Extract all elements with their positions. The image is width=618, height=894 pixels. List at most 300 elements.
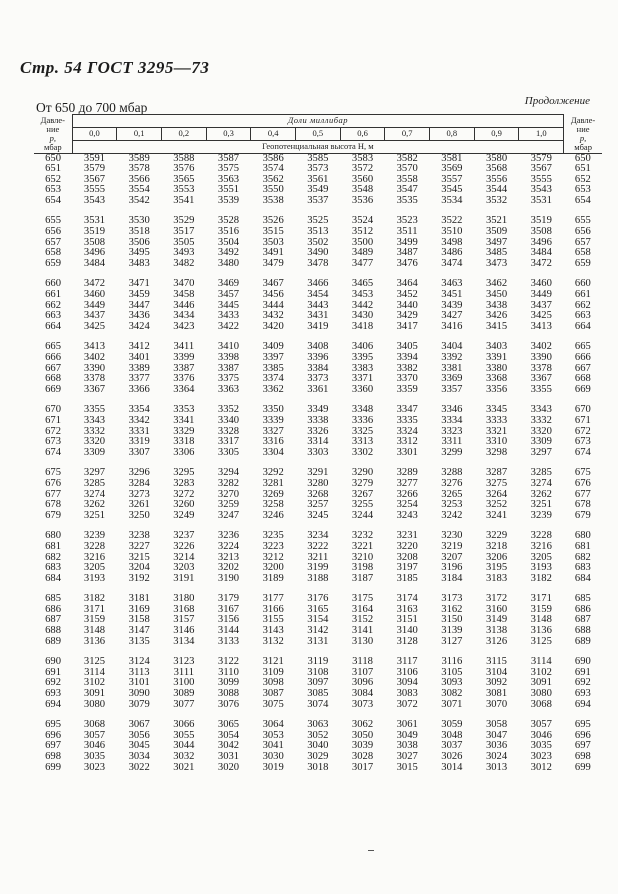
height-cell: 3175 (351, 593, 374, 605)
height-cell: 3486 (441, 247, 463, 259)
height-cell: 3034 (128, 751, 150, 762)
pressure-cell: 666 (45, 352, 62, 363)
height-cell: 3416 (441, 320, 463, 332)
height-cell: 3496 (83, 247, 106, 259)
height-cell: 3144 (217, 625, 240, 637)
height-cell: 3531 (83, 215, 106, 227)
height-cell: 3585 (307, 152, 329, 164)
pressure-cell-right: 698 (574, 751, 591, 762)
height-cell: 3099 (217, 677, 240, 689)
height-cell: 3311 (441, 436, 463, 448)
height-cell: 3276 (441, 477, 463, 489)
pressure-cell: 697 (45, 740, 62, 752)
height-cell: 3219 (441, 540, 463, 552)
height-cell: 3565 (173, 173, 195, 185)
height-cell: 3284 (128, 477, 150, 489)
height-cell: 3336 (351, 414, 374, 426)
table-row (34, 416, 602, 427)
height-cell: 3290 (351, 467, 374, 479)
height-cell: 3226 (173, 540, 195, 552)
height-cell: 3483 (128, 257, 150, 269)
height-cell: 3445 (217, 299, 240, 311)
height-cell: 3518 (128, 226, 150, 238)
pressure-cell: 652 (45, 173, 62, 185)
height-cell: 3135 (128, 635, 150, 647)
pressure-cell: 694 (45, 698, 62, 710)
height-cell: 3184 (441, 572, 463, 584)
height-cell: 3022 (128, 761, 150, 773)
height-cell: 3462 (485, 278, 508, 290)
pressure-cell: 692 (45, 677, 62, 689)
height-cell: 3422 (217, 320, 240, 332)
table-row (34, 637, 602, 648)
pressure-cell-right: 663 (574, 310, 591, 322)
pressure-cell: 651 (45, 163, 62, 175)
height-cell: 3173 (441, 593, 463, 605)
height-cell: 3371 (351, 373, 374, 385)
pressure-cell: 695 (45, 719, 62, 731)
pressure-cell-right: 699 (574, 761, 591, 773)
height-cell: 3343 (530, 404, 552, 416)
height-cell: 3065 (217, 719, 240, 731)
height-cell: 3126 (485, 635, 508, 647)
height-cell: 3072 (396, 698, 418, 710)
height-cell: 3027 (396, 751, 418, 762)
height-cell: 3551 (217, 184, 240, 196)
height-cell: 3274 (530, 477, 552, 489)
height-cell: 3213 (217, 551, 240, 563)
height-cell: 3100 (173, 677, 195, 689)
height-cell: 3376 (173, 373, 195, 385)
height-cell: 3346 (441, 404, 463, 416)
height-cell: 3589 (128, 152, 150, 164)
height-cell: 3302 (351, 446, 374, 458)
height-cell: 3020 (217, 761, 240, 773)
height-cell: 3210 (351, 551, 374, 563)
height-cell: 3116 (441, 656, 463, 668)
height-cell: 3437 (83, 310, 106, 322)
height-cell: 3140 (396, 625, 418, 637)
table-row (34, 542, 602, 553)
height-cell: 3316 (262, 436, 284, 448)
pressure-cell-right: 696 (574, 729, 591, 741)
height-cell: 3418 (351, 320, 374, 332)
fraction-row (34, 127, 602, 140)
height-cell: 3335 (396, 414, 418, 426)
height-cell: 3569 (441, 163, 463, 175)
height-cell: 3245 (307, 509, 329, 521)
height-cell: 3192 (128, 572, 150, 584)
height-cell: 3251 (530, 499, 552, 511)
pressure-cell: 684 (45, 572, 62, 584)
height-cell: 3131 (307, 635, 329, 647)
height-cell: 3562 (262, 173, 284, 185)
height-cell: 3427 (441, 310, 463, 322)
height-cell: 3345 (485, 404, 508, 416)
height-cell: 3111 (173, 666, 195, 678)
pressure-cell-right: 658 (574, 247, 591, 259)
height-cell: 3545 (441, 184, 463, 196)
height-cell: 3055 (173, 729, 195, 741)
height-cell: 3283 (173, 477, 195, 489)
height-cell: 3207 (441, 551, 463, 563)
height-cell: 3387 (217, 362, 240, 374)
height-cell: 3548 (351, 184, 374, 196)
height-cell: 3588 (173, 152, 195, 164)
height-cell: 3432 (262, 310, 284, 322)
height-cell: 3239 (83, 530, 106, 542)
height-cell: 3556 (485, 173, 508, 185)
height-cell: 3125 (83, 656, 106, 668)
height-cell: 3352 (217, 404, 240, 416)
height-cell: 3329 (173, 425, 195, 437)
pressure-cell-right: 668 (574, 373, 591, 385)
table-body (34, 153, 602, 773)
height-cell: 3071 (441, 698, 463, 710)
height-cell: 3538 (262, 194, 284, 206)
height-cell: 3102 (83, 677, 106, 689)
height-cell: 3098 (262, 677, 284, 689)
height-cell: 3172 (485, 593, 508, 605)
continuation-label: Продолжение (524, 95, 590, 107)
table-row (34, 385, 602, 396)
height-cell: 3458 (173, 289, 195, 301)
height-cell: 3026 (441, 751, 463, 762)
height-cell: 3048 (441, 729, 463, 741)
height-cell: 3446 (173, 299, 195, 311)
height-cell: 3138 (485, 625, 508, 637)
height-cell: 3532 (485, 194, 508, 206)
height-cell: 3510 (441, 226, 463, 238)
height-cell: 3440 (396, 299, 418, 311)
height-cell: 3288 (441, 467, 463, 479)
height-cell: 3334 (441, 414, 463, 426)
height-cell: 3487 (396, 247, 418, 259)
height-cell: 3524 (351, 215, 374, 227)
height-cell: 3531 (530, 194, 552, 206)
height-cell: 3232 (351, 530, 374, 542)
height-cell: 3332 (530, 414, 552, 426)
height-cell: 3056 (128, 729, 150, 741)
height-cell: 3450 (485, 289, 508, 301)
height-cell: 3083 (396, 688, 418, 700)
height-cell: 3067 (128, 719, 150, 731)
height-cell: 3568 (485, 163, 508, 175)
height-cell: 3395 (351, 352, 374, 363)
height-cell: 3323 (441, 425, 463, 437)
height-cell: 3257 (307, 499, 329, 511)
height-cell: 3417 (396, 320, 418, 332)
height-cell: 3437 (530, 299, 552, 311)
height-cell: 3341 (173, 414, 195, 426)
height-cell: 3310 (485, 436, 508, 448)
height-cell: 3017 (351, 761, 374, 773)
height-cell: 3489 (351, 247, 374, 259)
height-cell: 3399 (173, 352, 195, 363)
height-cell: 3526 (262, 215, 284, 227)
height-cell: 3021 (173, 761, 195, 773)
height-cell: 3036 (485, 740, 508, 752)
height-cell: 3151 (396, 614, 418, 626)
height-cell: 3136 (530, 625, 552, 637)
height-cell: 3215 (128, 551, 150, 563)
height-cell: 3567 (530, 163, 552, 175)
height-cell: 3255 (351, 499, 374, 511)
height-cell: 3214 (173, 551, 195, 563)
height-cell: 3044 (173, 740, 195, 752)
height-cell: 3169 (128, 603, 150, 615)
fraction-col-header: 0,6 (340, 127, 385, 140)
pressure-cell-right: 666 (574, 352, 591, 363)
height-cell: 3459 (128, 289, 150, 301)
height-cell: 3159 (83, 614, 106, 626)
height-cell: 3045 (128, 740, 150, 752)
height-cell: 3402 (83, 352, 106, 363)
pressure-cell: 682 (45, 551, 62, 563)
height-subheader: Геопотенциальная высота H, м (72, 140, 564, 153)
height-cell: 3096 (351, 677, 374, 689)
height-cell: 3073 (351, 698, 374, 710)
height-cell: 3154 (307, 614, 329, 626)
height-cell: 3292 (262, 467, 284, 479)
height-cell: 3237 (173, 530, 195, 542)
height-cell: 3104 (485, 666, 508, 678)
height-cell: 3102 (530, 666, 552, 678)
height-cell: 3305 (217, 446, 240, 458)
height-cell: 3474 (441, 257, 463, 269)
height-cell: 3327 (262, 425, 284, 437)
height-cell: 3262 (83, 499, 106, 511)
height-cell: 3415 (485, 320, 508, 332)
height-cell: 3266 (396, 488, 418, 500)
pressure-header-left: Давле- ние p, мбар (34, 115, 72, 154)
height-cell: 3378 (530, 362, 552, 374)
height-cell: 3198 (351, 562, 374, 574)
pressure-cell-right: 683 (574, 562, 591, 574)
height-cell: 3563 (217, 173, 240, 185)
height-cell: 3277 (396, 477, 418, 489)
height-cell: 3015 (396, 761, 418, 773)
height-cell: 3383 (351, 362, 374, 374)
height-cell: 3324 (396, 425, 418, 437)
height-cell: 3261 (128, 499, 150, 511)
height-cell: 3573 (307, 163, 329, 175)
height-cell: 3259 (217, 499, 240, 511)
height-cell: 3188 (307, 572, 329, 584)
height-cell: 3582 (396, 152, 418, 164)
height-cell: 3381 (441, 362, 463, 374)
height-cell: 3205 (530, 551, 552, 563)
height-cell: 3241 (485, 509, 508, 521)
height-cell: 3555 (83, 184, 106, 196)
height-cell: 3333 (485, 414, 508, 426)
height-cell: 3082 (441, 688, 463, 700)
height-cell: 3091 (83, 688, 106, 700)
fraction-col-header: 0,2 (162, 127, 207, 140)
height-cell: 3509 (485, 226, 508, 238)
height-cell: 3212 (262, 551, 284, 563)
height-cell: 3076 (217, 698, 240, 710)
height-cell: 3387 (173, 362, 195, 374)
height-cell: 3115 (486, 656, 507, 668)
height-cell: 3543 (530, 184, 552, 196)
fraction-col-header: 0,7 (385, 127, 430, 140)
pressure-cell-right: 651 (574, 163, 591, 175)
pressure-cell: 674 (45, 446, 62, 458)
height-cell: 3280 (307, 477, 329, 489)
height-cell: 3579 (83, 163, 106, 175)
height-cell: 3449 (83, 299, 106, 311)
height-cell: 3042 (217, 740, 240, 752)
height-cell: 3260 (173, 499, 195, 511)
pressure-cell-right: 665 (574, 341, 591, 353)
pressure-cell: 685 (45, 593, 62, 605)
height-cell: 3544 (485, 184, 508, 196)
pressure-cell-right: 686 (574, 603, 591, 615)
height-cell: 3185 (396, 572, 418, 584)
pressure-cell-right: 672 (574, 425, 591, 437)
height-cell: 3012 (530, 761, 552, 773)
height-cell: 3243 (396, 509, 418, 521)
height-cell: 3132 (262, 635, 284, 647)
height-cell: 3114 (530, 656, 552, 668)
height-cell: 3208 (396, 551, 418, 563)
height-cell: 3035 (83, 751, 106, 762)
height-cell: 3572 (351, 163, 374, 175)
pressure-cell-right: 673 (574, 436, 591, 448)
pressure-cell: 676 (45, 477, 62, 489)
pressure-cell-right: 697 (574, 740, 591, 752)
height-cell: 3530 (128, 215, 150, 227)
pressure-cell: 660 (45, 278, 62, 290)
height-cell: 3094 (396, 677, 418, 689)
height-cell: 3251 (83, 509, 106, 521)
height-cell: 3513 (307, 226, 329, 238)
height-cell: 3420 (262, 320, 284, 332)
height-cell: 3229 (485, 530, 508, 542)
height-cell: 3363 (217, 383, 240, 395)
height-cell: 3547 (396, 184, 418, 196)
height-cell: 3406 (351, 341, 374, 353)
height-cell: 3521 (485, 215, 508, 227)
height-cell: 3578 (128, 163, 150, 175)
height-cell: 3374 (262, 373, 284, 385)
height-cell: 3405 (396, 341, 418, 353)
pressure-cell: 650 (45, 152, 62, 164)
height-cell: 3390 (83, 362, 106, 374)
pressure-cell-right: 691 (574, 666, 591, 678)
fraction-col-header: 0,3 (206, 127, 251, 140)
height-cell: 3397 (262, 352, 284, 363)
height-cell: 3058 (485, 719, 508, 731)
height-cell: 3066 (173, 719, 195, 731)
height-cell: 3113 (128, 666, 150, 678)
height-cell: 3332 (83, 425, 106, 437)
height-cell: 3508 (83, 236, 106, 248)
height-cell: 3046 (83, 740, 106, 752)
height-cell: 3031 (217, 751, 240, 762)
height-cell: 3218 (485, 540, 508, 552)
height-cell: 3570 (396, 163, 418, 175)
height-cell: 3054 (217, 729, 240, 741)
height-cell: 3174 (396, 593, 418, 605)
height-cell: 3587 (217, 152, 240, 164)
height-cell: 3479 (262, 257, 284, 269)
height-cell: 3049 (396, 729, 418, 741)
height-cell: 3576 (173, 163, 195, 175)
height-cell: 3224 (217, 540, 240, 552)
height-cell: 3391 (485, 352, 508, 363)
height-cell: 3187 (351, 572, 374, 584)
pressure-cell-right: 682 (574, 551, 591, 563)
height-cell: 3039 (351, 740, 374, 752)
height-cell: 3586 (262, 152, 284, 164)
pressure-cell: 654 (45, 194, 62, 206)
pressure-cell: 657 (45, 236, 62, 248)
height-cell: 3238 (128, 530, 150, 542)
height-cell: 3449 (530, 289, 552, 301)
height-cell: 3423 (173, 320, 195, 332)
pressure-cell: 658 (45, 247, 62, 259)
height-cell: 3312 (396, 436, 418, 448)
height-cell: 3297 (83, 467, 106, 479)
height-cell: 3193 (83, 572, 106, 584)
height-cell: 3529 (173, 215, 195, 227)
fraction-col-header: 0,4 (251, 127, 296, 140)
height-cell: 3364 (173, 383, 195, 395)
pressure-cell-right: 680 (574, 530, 591, 542)
height-cell: 3366 (128, 383, 150, 395)
height-cell: 3463 (441, 278, 463, 290)
height-cell: 3499 (396, 236, 418, 248)
height-cell: 3032 (173, 751, 195, 762)
height-cell: 3228 (530, 530, 552, 542)
height-cell: 3404 (441, 341, 463, 353)
height-cell: 3326 (307, 425, 329, 437)
height-cell: 3081 (485, 688, 508, 700)
table-row (34, 763, 602, 774)
pressure-cell-right: 674 (574, 446, 591, 458)
height-cell: 3089 (173, 688, 195, 700)
height-cell: 3262 (530, 488, 552, 500)
pressure-cell-right: 661 (574, 289, 591, 301)
height-cell: 3478 (307, 257, 329, 269)
height-cell: 3064 (262, 719, 284, 731)
height-cell: 3484 (83, 257, 106, 269)
height-cell: 3429 (396, 310, 418, 322)
height-cell: 3029 (307, 751, 329, 762)
height-cell: 3496 (530, 236, 552, 248)
height-cell: 3384 (307, 362, 329, 374)
height-cell: 3068 (530, 698, 552, 710)
height-cell: 3106 (396, 666, 418, 678)
height-cell: 3148 (83, 625, 106, 637)
height-cell: 3355 (530, 383, 552, 395)
pressure-cell: 662 (45, 299, 62, 311)
height-cell: 3287 (485, 467, 508, 479)
height-cell: 3553 (173, 184, 195, 196)
height-cell: 3088 (217, 688, 240, 700)
height-cell: 3061 (396, 719, 418, 731)
height-cell: 3239 (530, 509, 552, 521)
height-cell: 3180 (173, 593, 195, 605)
height-cell: 3467 (262, 278, 284, 290)
height-cell: 3168 (173, 603, 195, 615)
height-cell: 3512 (351, 226, 374, 238)
height-cell: 3469 (217, 278, 240, 290)
height-cell: 3502 (307, 236, 329, 248)
pressure-cell: 673 (45, 436, 62, 448)
